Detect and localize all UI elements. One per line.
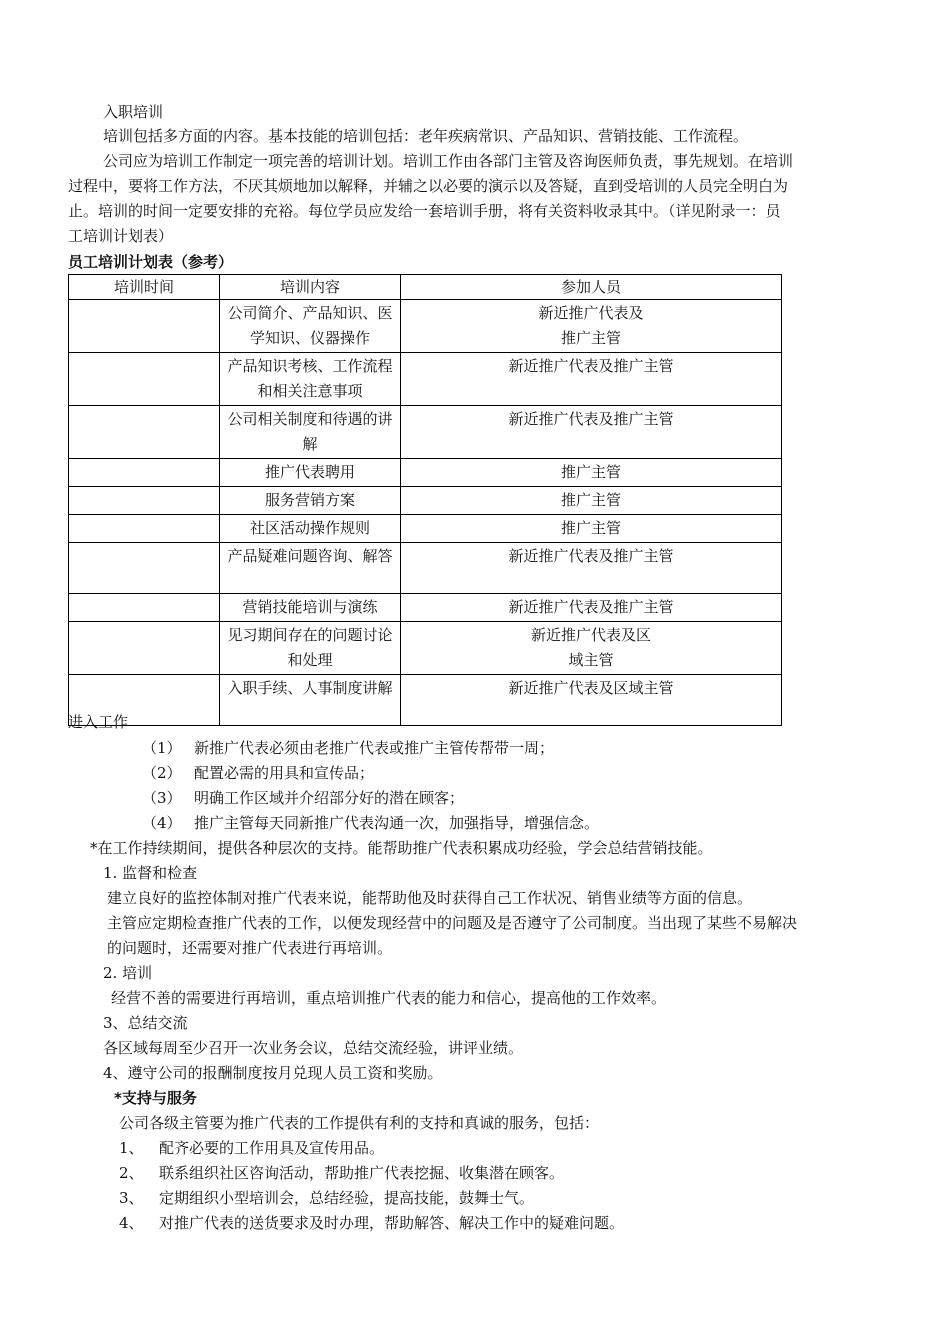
subsection-title-compensation: 4、遵守公司的报酬制度按月兑现人员工资和奖励。 <box>103 1064 443 1082</box>
paragraph-service-intro: 公司各级主管要为推广代表的工作提供有利的支持和真诚的服务，包括： <box>119 1114 600 1132</box>
list-item-number: （4） <box>142 814 182 832</box>
cell-content: 服务营销方案 <box>220 487 401 515</box>
participants-line: 新近推广代表及 推广主管 <box>538 304 644 347</box>
header-training-time: 培训时间 <box>69 275 220 300</box>
header-training-content: 培训内容 <box>220 275 401 300</box>
table-row <box>69 594 782 622</box>
cell-content: 入职手续、人事制度讲解 <box>220 675 401 726</box>
table-row <box>69 353 782 406</box>
list-item-text: 配置必需的用具和宣传品； <box>194 764 375 782</box>
cell-content: 产品知识考核、工作流程和相关注意事项 <box>220 353 401 406</box>
cell-participants <box>401 300 782 353</box>
support-note: *在工作持续期间，提供各种层次的支持。能帮助推广代表积累成功经验，学会总结营销技能。 <box>90 839 713 857</box>
cell-time <box>69 353 220 406</box>
paragraph-supervision-2-line1: 主管应定期检查推广代表的工作，以便发现经营中的问题及是否遵守了公司制度。当出现了某些不易解决 <box>107 914 798 932</box>
subsection-title-supervision: 1. 监督和检查 <box>103 864 198 882</box>
list-item-number: 3、 <box>119 1189 144 1207</box>
table-row <box>69 406 782 459</box>
paragraph-training-plan-line2: 过程中，要将工作方法，不厌其烦地加以解释，并辅之以必要的演示以及答疑，直到受培训的人员完全明白为 <box>68 177 789 195</box>
cell-time <box>69 459 220 487</box>
list-item-text: 新推广代表必须由老推广代表或推广主管传帮带一周； <box>194 739 555 757</box>
table-row <box>69 543 782 594</box>
cell-time <box>69 300 220 353</box>
participants-line: 新近推广代表及区 域主管 <box>530 626 651 669</box>
subsection-title-summary: 3、总结交流 <box>103 1014 188 1032</box>
paragraph-supervision-2-line2: 的问题时，还需要对推广代表进行再培训。 <box>107 939 393 957</box>
list-item-number: 1、 <box>119 1139 144 1157</box>
list-item-number: （3） <box>142 789 182 807</box>
paragraph-summary: 各区域每周至少召开一次业务会议，总结交流经验，讲评业绩。 <box>103 1039 524 1057</box>
list-item-text: 定期组织小型培训会，总结经验，提高技能，鼓舞士气。 <box>159 1189 535 1207</box>
table-row <box>69 515 782 543</box>
list-item-number: （1） <box>142 739 182 757</box>
table-row <box>69 300 782 353</box>
list-item <box>142 811 599 835</box>
paragraph-supervision-1: 建立良好的监控体制对推广代表来说，能帮助他及时获得自己工作状况、销售业绩等方面的信息。 <box>107 889 753 907</box>
cell-participants: 新近推广代表及区域主管 <box>401 675 782 726</box>
cell-participants: 新近推广代表及推广主管 <box>401 353 782 406</box>
cell-participants: 推广主管 <box>401 459 782 487</box>
list-item <box>119 1211 624 1235</box>
cell-content: 公司相关制度和待遇的讲解 <box>220 406 401 459</box>
cell-content: 见习期间存在的问题讨论和处理 <box>220 622 401 675</box>
list-item <box>119 1186 534 1210</box>
list-item <box>142 761 374 785</box>
subsection-title-training: 2. 培训 <box>103 964 153 982</box>
list-item-number: 2、 <box>119 1164 144 1182</box>
cell-time <box>69 515 220 543</box>
list-item <box>142 736 554 760</box>
paragraph-training-plan-line1: 公司应为培训工作制定一项完善的培训计划。培训工作由各部门主管及咨询医师负责，事先规划。在培训 <box>103 152 794 170</box>
table-header-row <box>69 275 782 300</box>
cell-participants: 新近推广代表及推广主管 <box>401 594 782 622</box>
section-heading-start-work: 进入工作 <box>68 713 129 731</box>
list-item <box>119 1161 564 1185</box>
training-plan-table <box>68 274 782 726</box>
list-item-text: 联系组织社区咨询活动，帮助推广代表挖掘、收集潜在顾客。 <box>159 1164 565 1182</box>
paragraph-training-content: 培训包括多方面的内容。基本技能的培训包括：老年疾病常识、产品知识、营销技能、工作流程。 <box>103 127 749 145</box>
list-item-number: 4、 <box>119 1214 144 1232</box>
table-title: 员工培训计划表（参考） <box>68 253 234 271</box>
cell-participants <box>401 622 782 675</box>
list-item <box>119 1136 384 1160</box>
list-item <box>142 786 464 810</box>
list-item-text: 明确工作区域并介绍部分好的潜在顾客； <box>194 789 465 807</box>
section-heading-support-service: *支持与服务 <box>114 1089 197 1107</box>
cell-time <box>69 543 220 594</box>
cell-participants: 新近推广代表及推广主管 <box>401 543 782 594</box>
table-row <box>69 459 782 487</box>
table-row <box>69 675 782 726</box>
table-row <box>69 487 782 515</box>
cell-participants: 推广主管 <box>401 487 782 515</box>
table-row <box>69 622 782 675</box>
cell-participants: 推广主管 <box>401 515 782 543</box>
cell-content: 产品疑难问题咨询、解答 <box>220 543 401 594</box>
paragraph-training-plan-line3: 止。培训的时间一定要安排的充裕。每位学员应发给一套培训手册，将有关资料收录其中。（详见附录一：员 <box>68 202 781 220</box>
cell-time <box>69 406 220 459</box>
list-item-text: 推广主管每天同新推广代表沟通一次，加强指导，增强信念。 <box>194 814 600 832</box>
list-item-text: 对推广代表的送货要求及时办理，帮助解答、解决工作中的疑难问题。 <box>159 1214 625 1232</box>
paragraph-training-plan-line4: 工培训计划表） <box>68 227 174 245</box>
cell-content: 推广代表聘用 <box>220 459 401 487</box>
cell-time <box>69 594 220 622</box>
cell-participants: 新近推广代表及推广主管 <box>401 406 782 459</box>
section-heading-onboarding: 入职培训 <box>103 103 164 121</box>
cell-content: 社区活动操作规则 <box>220 515 401 543</box>
header-participants: 参加人员 <box>401 275 782 300</box>
list-item-text: 配齐必要的工作用具及宣传用品。 <box>159 1139 385 1157</box>
cell-time <box>69 622 220 675</box>
cell-time <box>69 487 220 515</box>
cell-content: 公司简介、产品知识、医学知识、仪器操作 <box>220 300 401 353</box>
paragraph-retraining: 经营不善的需要进行再培训，重点培训推广代表的能力和信心，提高他的工作效率。 <box>111 989 667 1007</box>
cell-content: 营销技能培训与演练 <box>220 594 401 622</box>
list-item-number: （2） <box>142 764 182 782</box>
